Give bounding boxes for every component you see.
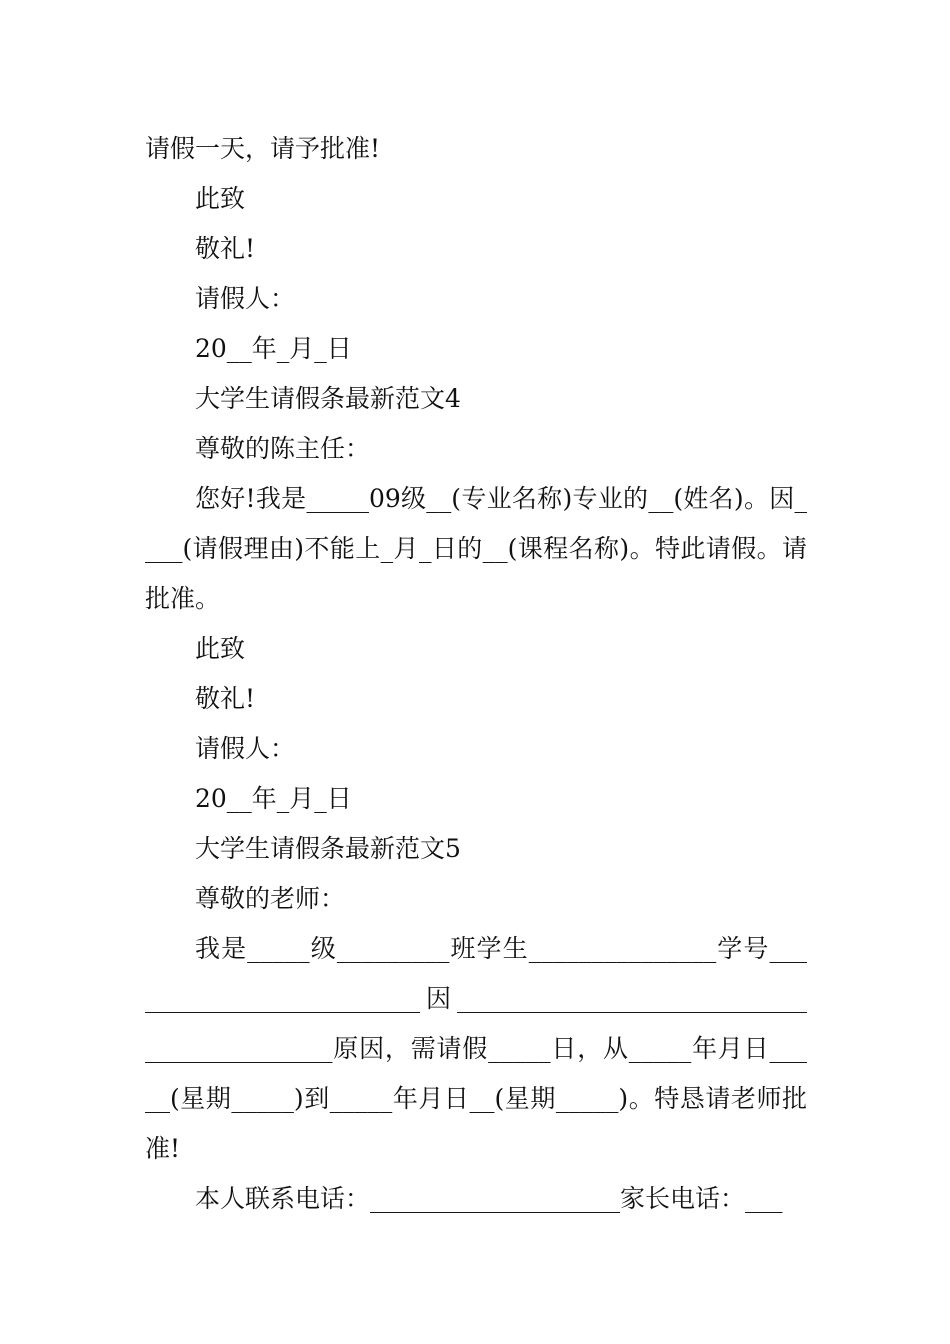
paragraph-contact-phones: 本人联系电话：____________________家长电话：___ [195, 1184, 783, 1213]
paragraph-body-sample-5: 我是_____级_________班学生_______________学号_________________________因___________________________________________原因，需请假_____日，从_____年月日_____(星期_____)到_____年月日__(星期_____)。特恳请老师批准! [145, 934, 807, 1163]
paragraph-closing-request: 请假一天，请予批准! [145, 134, 381, 163]
paragraph-date: 20__年_月_日 [195, 334, 352, 363]
section-heading-sample-5: 大学生请假条最新范文5 [195, 834, 461, 863]
paragraph-salutation-jingli: 敬礼! [195, 234, 256, 263]
paragraph-date: 20__年_月_日 [195, 784, 352, 813]
document-body [145, 124, 807, 1224]
paragraph-salutation-cizhi: 此致 [195, 634, 246, 663]
paragraph-applicant: 请假人： [195, 734, 296, 763]
paragraph-body-sample-4: 您好!我是_____09级__(专业名称)专业的__(姓名)。因____(请假理由)不能上_月_日的__(课程名称)。特此请假。请批准。 [145, 484, 807, 613]
paragraph-salutation-cizhi: 此致 [195, 184, 246, 213]
paragraph-applicant: 请假人： [195, 284, 296, 313]
section-heading-sample-4: 大学生请假条最新范文4 [195, 384, 461, 413]
paragraph-addressee-teacher: 尊敬的老师： [195, 884, 346, 913]
paragraph-addressee-director: 尊敬的陈主任： [195, 434, 371, 463]
paragraph-salutation-jingli: 敬礼! [195, 684, 256, 713]
